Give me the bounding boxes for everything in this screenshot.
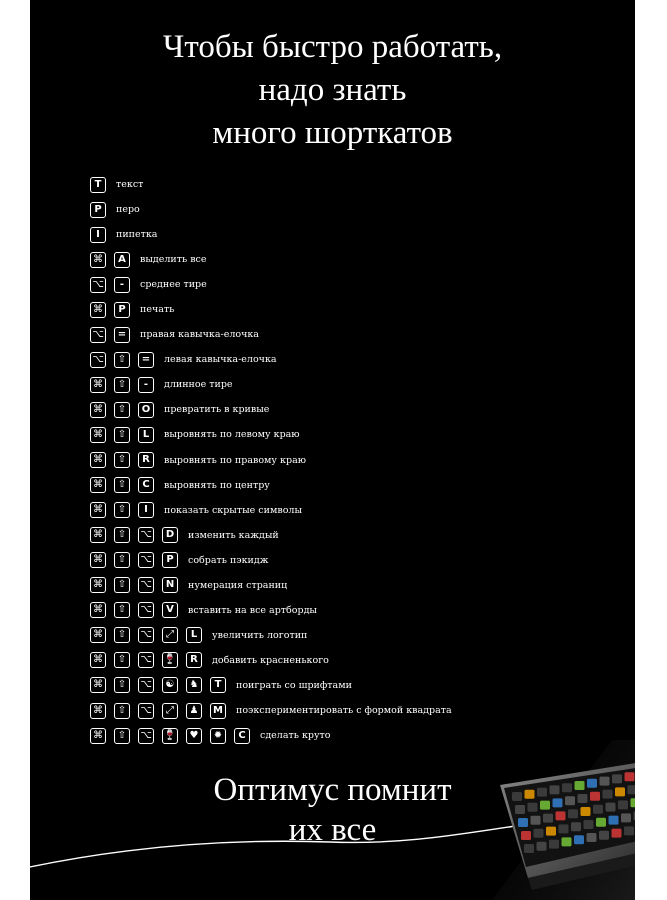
footer-line-2: их все bbox=[288, 812, 377, 848]
pawn-icon: ♟ bbox=[186, 703, 202, 719]
shortcut-label: поиграть со шрифтами bbox=[236, 679, 352, 691]
shortcut-label: пипетка bbox=[116, 229, 158, 241]
command-icon: ⌘ bbox=[90, 302, 106, 318]
key-a: A bbox=[114, 252, 130, 268]
shortcut-label: выделить все bbox=[140, 254, 207, 266]
shortcut-label: показать скрытые символы bbox=[164, 504, 303, 516]
key-m: M bbox=[210, 703, 226, 719]
shift-icon: ⇧ bbox=[114, 703, 130, 719]
footer-text bbox=[160, 770, 505, 850]
shortcut-label: поэкспериментировать с формой квадрата bbox=[236, 705, 452, 716]
expand-arrow-icon: ⤢ bbox=[162, 703, 178, 719]
shortcut-label: длинное тире bbox=[164, 379, 233, 391]
command-icon: ⌘ bbox=[90, 452, 106, 468]
key-=: = bbox=[138, 352, 154, 368]
key-d: D bbox=[162, 527, 178, 543]
shortcut-label: выровнять по центру bbox=[164, 479, 270, 491]
key-p: P bbox=[162, 552, 178, 568]
key-t: T bbox=[210, 677, 226, 693]
shift-icon: ⇧ bbox=[114, 352, 130, 368]
shortcut-label: нумерация страниц bbox=[188, 579, 288, 591]
option-icon: ⌥ bbox=[138, 602, 154, 618]
shift-icon: ⇧ bbox=[114, 602, 130, 618]
shift-icon: ⇧ bbox=[114, 527, 130, 543]
shift-icon: ⇧ bbox=[114, 502, 130, 518]
option-icon: ⌥ bbox=[90, 327, 106, 343]
footer-line-1: Оптимус помнит bbox=[213, 772, 452, 808]
wine-glass-icon: 🍷 bbox=[162, 652, 178, 668]
command-icon: ⌘ bbox=[90, 627, 106, 643]
shift-icon: ⇧ bbox=[114, 627, 130, 643]
key-n: N bbox=[162, 577, 178, 593]
shortcut-label: вставить на все артборды bbox=[188, 604, 317, 616]
shift-icon: ⇧ bbox=[114, 477, 130, 493]
command-icon: ⌘ bbox=[90, 477, 106, 493]
shortcut-label: сделать круто bbox=[260, 730, 331, 742]
key-c: C bbox=[234, 728, 250, 744]
key-i: I bbox=[90, 227, 106, 243]
key-i: I bbox=[138, 502, 154, 518]
duck-icon: ♞ bbox=[186, 677, 202, 693]
shift-icon: ⇧ bbox=[114, 427, 130, 443]
expand-arrow-icon: ⤢ bbox=[162, 627, 178, 643]
yin-yang-icon: ☯ bbox=[162, 677, 178, 693]
shortcut-label: собрать пэкидж bbox=[188, 554, 269, 566]
key-t: T bbox=[90, 177, 106, 193]
key-l: L bbox=[186, 627, 202, 643]
option-icon: ⌥ bbox=[138, 577, 154, 593]
option-icon: ⌥ bbox=[138, 703, 154, 719]
heart-icon: ♥ bbox=[186, 728, 202, 744]
command-icon: ⌘ bbox=[90, 703, 106, 719]
command-icon: ⌘ bbox=[90, 552, 106, 568]
option-icon: ⌥ bbox=[138, 627, 154, 643]
option-icon: ⌥ bbox=[138, 677, 154, 693]
headline-line-1: Чтобы быстро работать, bbox=[162, 29, 503, 65]
shortcut-label: среднее тире bbox=[140, 279, 207, 291]
shortcut-label: добавить красненького bbox=[212, 654, 329, 666]
shortcut-label: правая кавычка-елочка bbox=[140, 329, 259, 341]
option-icon: ⌥ bbox=[138, 527, 154, 543]
shift-icon: ⇧ bbox=[114, 652, 130, 668]
option-icon: ⌥ bbox=[90, 352, 106, 368]
keyboard-image bbox=[492, 740, 635, 900]
shortcut-label: увеличить логотип bbox=[212, 629, 308, 641]
key-p: P bbox=[90, 202, 106, 218]
command-icon: ⌘ bbox=[90, 402, 106, 418]
shift-icon: ⇧ bbox=[114, 402, 130, 418]
shortcut-label: выровнять по левому краю bbox=[164, 429, 300, 441]
headline-line-3: много шорткатов bbox=[212, 115, 453, 151]
shortcut-label: текст bbox=[116, 179, 144, 191]
command-icon: ⌘ bbox=[90, 527, 106, 543]
command-icon: ⌘ bbox=[90, 577, 106, 593]
key-o: O bbox=[138, 402, 154, 418]
poster bbox=[30, 0, 635, 900]
option-icon: ⌥ bbox=[138, 728, 154, 744]
command-icon: ⌘ bbox=[90, 677, 106, 693]
shortcut-label: превратить в кривые bbox=[164, 404, 270, 416]
wine-glass-icon: 🍷 bbox=[162, 728, 178, 744]
headline-line-2: надо знать bbox=[258, 72, 407, 108]
key--: - bbox=[114, 277, 130, 293]
command-icon: ⌘ bbox=[90, 652, 106, 668]
key-r: R bbox=[138, 452, 154, 468]
shift-icon: ⇧ bbox=[114, 728, 130, 744]
command-icon: ⌘ bbox=[90, 602, 106, 618]
command-icon: ⌘ bbox=[90, 252, 106, 268]
key-v: V bbox=[162, 602, 178, 618]
shortcut-label: перо bbox=[116, 204, 140, 216]
shift-icon: ⇧ bbox=[114, 452, 130, 468]
gear-star-icon: ✹ bbox=[210, 728, 226, 744]
key-l: L bbox=[138, 427, 154, 443]
option-icon: ⌥ bbox=[90, 277, 106, 293]
key-p: P bbox=[114, 302, 130, 318]
shortcut-label: печать bbox=[140, 304, 175, 316]
shortcut-label: выровнять по правому краю bbox=[164, 454, 306, 466]
shortcut-label: изменить каждый bbox=[188, 529, 279, 541]
command-icon: ⌘ bbox=[90, 728, 106, 744]
command-icon: ⌘ bbox=[90, 427, 106, 443]
option-icon: ⌥ bbox=[138, 552, 154, 568]
shift-icon: ⇧ bbox=[114, 552, 130, 568]
key-=: = bbox=[114, 327, 130, 343]
command-icon: ⌘ bbox=[90, 502, 106, 518]
key--: - bbox=[138, 377, 154, 393]
shortcut-label: левая кавычка-елочка bbox=[164, 354, 277, 366]
key-c: C bbox=[138, 477, 154, 493]
shift-icon: ⇧ bbox=[114, 377, 130, 393]
option-icon: ⌥ bbox=[138, 652, 154, 668]
command-icon: ⌘ bbox=[90, 377, 106, 393]
shift-icon: ⇧ bbox=[114, 577, 130, 593]
shift-icon: ⇧ bbox=[114, 677, 130, 693]
key-r: R bbox=[186, 652, 202, 668]
